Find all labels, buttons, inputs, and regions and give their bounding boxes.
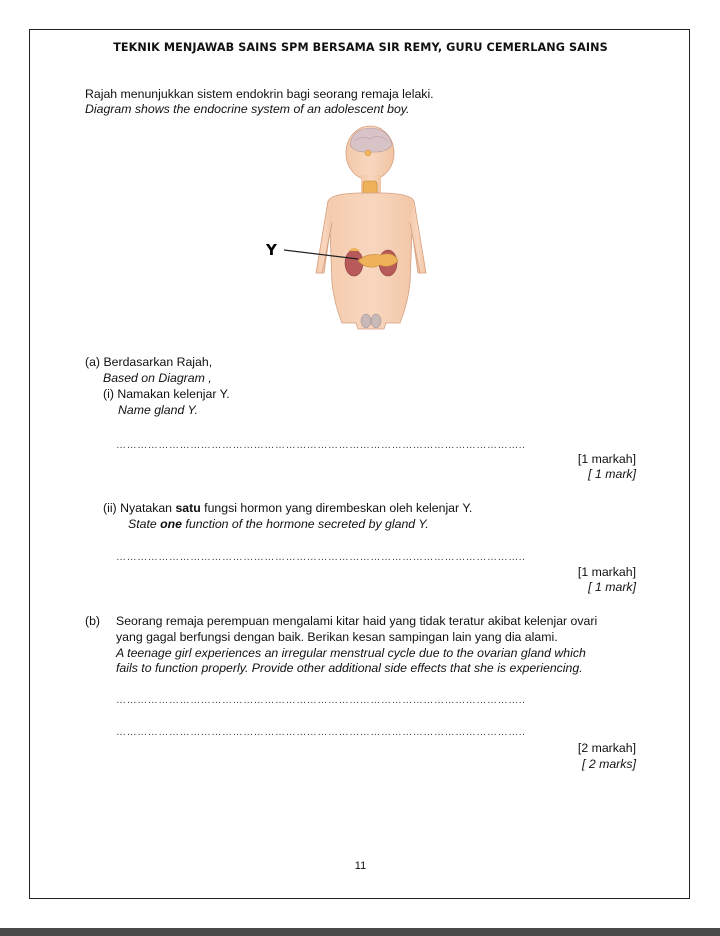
answer-line-b-1[interactable]: …………………………………………………………………………………………………….. bbox=[116, 695, 526, 706]
part-a-i-question: (i) Namakan kelenjar Y. bbox=[103, 387, 230, 401]
pituitary-gland-shape bbox=[365, 150, 371, 156]
testis-left-shape bbox=[361, 314, 371, 328]
part-b-english-line-1: A teenage girl experiences an irregular menstrual cycle due to the ovarian gland which bbox=[116, 646, 586, 660]
mark-a-i-malay: [1 markah] bbox=[577, 452, 636, 466]
mark-a-i-english: [ 1 mark] bbox=[588, 467, 636, 481]
diagram-label-y: Y bbox=[266, 241, 277, 259]
intro-malay: Rajah menunjukkan sistem endokrin bagi seorang remaja lelaki. bbox=[85, 87, 434, 101]
mark-a-ii-english: [ 1 mark] bbox=[588, 580, 636, 594]
intro-english: Diagram shows the endocrine system of an adolescent boy. bbox=[85, 102, 410, 116]
part-a-ii-question-english: State one function of the hormone secreted by gland Y. bbox=[128, 517, 429, 531]
mark-a-ii-malay: [1 markah] bbox=[577, 565, 636, 579]
answer-line-b-2[interactable]: …………………………………………………………………………………………………….. bbox=[116, 727, 526, 738]
answer-line-a-ii[interactable]: …………………………………………………………………………………………………….. bbox=[116, 552, 526, 563]
part-a-i-question-english: Name gland Y. bbox=[118, 403, 198, 417]
part-b-malay-line-1: Seorang remaja perempuan mengalami kitar haid yang tidak teratur akibat kelenjar ovari bbox=[116, 614, 598, 628]
exam-page bbox=[29, 29, 690, 899]
part-a-prefix: (a) Berdasarkan Rajah, bbox=[85, 355, 213, 369]
part-b-label: (b) bbox=[85, 614, 101, 628]
mark-b-malay: [2 markah] bbox=[577, 741, 636, 755]
testis-right-shape bbox=[371, 314, 381, 328]
bottom-edge-bar bbox=[0, 928, 720, 936]
part-b-english-line-2: fails to function properly. Provide other additional side effects that she is experiencing. bbox=[116, 661, 583, 675]
part-a-ii-question: (ii) Nyatakan satu fungsi hormon yang dirembeskan oleh kelenjar Y. bbox=[103, 501, 473, 515]
answer-line-a-i[interactable]: …………………………………………………………………………………………………….. bbox=[116, 440, 526, 451]
page-header: TEKNIK MENJAWAB SAINS SPM BERSAMA SIR REMY, GURU CEMERLANG SAINS bbox=[113, 41, 608, 54]
part-b-malay-line-2: yang gagal berfungsi dengan baik. Berikan kesan sampingan lain yang dia alami. bbox=[116, 630, 558, 644]
part-a-prefix-english: Based on Diagram , bbox=[103, 371, 212, 385]
endocrine-system-diagram bbox=[262, 123, 462, 333]
page-number: 11 bbox=[354, 860, 367, 872]
mark-b-english: [ 2 marks] bbox=[582, 757, 636, 771]
